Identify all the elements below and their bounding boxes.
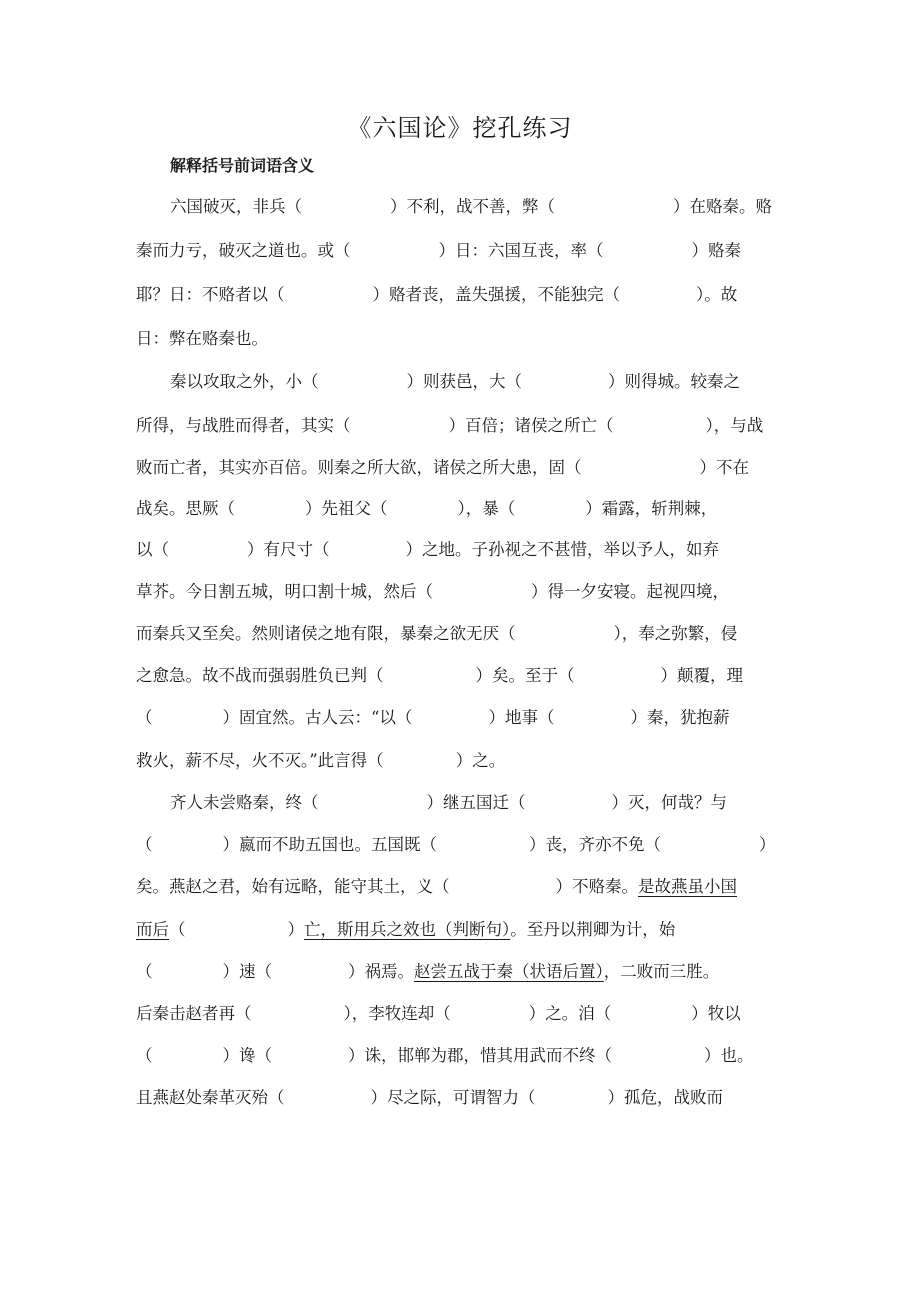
page-title: 《六国论》挖孔练习: [347, 114, 573, 142]
text-line: [136, 703, 796, 733]
text-segment: ）秦，犹抱薪: [630, 708, 730, 727]
text-line: [136, 957, 796, 987]
text-segment: ，二败而三胜。: [603, 962, 720, 981]
text-segment: ）嬴而不助五国也。五国既（: [222, 835, 437, 854]
text-segment: 且燕赵处秦革灭殆（: [136, 1088, 285, 1107]
text-line: [136, 830, 796, 860]
text-segment: 救火，薪不尽，火不灭。”此言得（: [136, 751, 384, 770]
text-segment: （: [136, 835, 153, 854]
text-segment: ）百倍；诸侯之所亡（: [448, 416, 614, 435]
text-segment: ）不利，战不善，弊（: [390, 197, 555, 216]
text-segment: 战矣。思厥（: [136, 499, 235, 518]
text-line: [136, 367, 830, 397]
text-segment: （: [169, 920, 186, 939]
text-segment: ），暴（: [457, 499, 516, 518]
text-line: [136, 192, 830, 222]
text-segment: ）祸焉。: [348, 962, 414, 981]
text-segment: ），奉之弥繁，侵: [613, 624, 738, 643]
underlined-segment: 是故燕虽小国: [638, 877, 737, 896]
text-line: [136, 236, 796, 266]
text-line: [136, 535, 796, 565]
text-line: [136, 577, 796, 607]
text-segment: ）灭，何哉？与: [611, 793, 727, 812]
text-segment: 而秦兵又至矣。然则诸侯之地有限，暴秦之欲无厌（: [136, 624, 516, 643]
text-segment: 六国破灭，非兵（: [170, 197, 302, 216]
text-segment: 秦而力亏，破灭之道也。或（: [136, 241, 351, 260]
text-segment: ）之。: [455, 751, 506, 770]
text-segment: 之愈急。故不战而强弱胜负已判（: [136, 666, 384, 685]
text-segment: ）有尺寸（: [247, 540, 330, 559]
text-segment: ）得一夕安寝。起视四境，: [531, 582, 729, 601]
text-segment: ）。故: [696, 285, 738, 304]
text-segment: ）则得城。较秦之: [608, 372, 740, 391]
text-segment: ）颠覆，理: [660, 666, 743, 685]
text-segment: ）诛，邯郸为郡，惜其用武而不终（: [348, 1046, 612, 1065]
text-segment: ）不在: [699, 458, 749, 477]
text-segment: 以（: [136, 540, 169, 559]
text-line: [136, 661, 796, 691]
text-segment: ）丧，齐亦不免（: [529, 835, 661, 854]
text-line: [136, 746, 796, 776]
text-segment: ）矣。至于（: [475, 666, 575, 685]
text-segment: ）霜露，斩荆棘，: [585, 499, 718, 518]
underlined-segment: 亡，斯用兵之效也（判断句）: [304, 920, 511, 939]
text-segment: ）孤危，战败而: [607, 1088, 723, 1107]
text-segment: ）之。洎（: [528, 1004, 612, 1023]
text-segment: 败而亡者，其实亦百倍。则秦之所大欲，诸侯之所大患，固（: [136, 458, 582, 477]
text-line: [136, 453, 796, 483]
underlined-segment: 而后: [136, 920, 169, 939]
text-segment: ）之地。子孙视之不甚惜，举以予人，如弃: [405, 540, 719, 559]
text-segment: ）牧以: [691, 1004, 741, 1023]
underlined-segment: 赵尝五战于秦（状语后置）: [414, 962, 604, 981]
text-line: [136, 915, 796, 945]
text-segment: ）: [287, 920, 304, 939]
text-segment: 后秦击赵者再（: [136, 1004, 252, 1023]
text-segment: ）赂者丧，盖失强援，不能独完（: [372, 285, 620, 304]
text-segment: ）速（: [222, 962, 272, 981]
text-segment: 草芥。今日割五城，明口割十城，然后（: [136, 582, 433, 601]
text-segment: ）赂秦: [691, 241, 741, 260]
text-segment: ）不赂秦。: [555, 877, 638, 896]
text-line: [136, 1041, 796, 1071]
text-segment: ）继五国迁（: [426, 793, 526, 812]
text-line: [136, 280, 796, 310]
text-segment: 秦以攻取之外，小（: [170, 372, 319, 391]
text-segment: ）先祖父（: [305, 499, 388, 518]
text-segment: 所得，与战胜而得者，其实（: [136, 416, 351, 435]
text-segment: ）则获邑，大（: [406, 372, 522, 391]
text-segment: 齐人未尝赂秦，终（: [170, 793, 319, 812]
text-segment: 。至丹以荆卿为计，始: [510, 920, 676, 939]
text-segment: ）也。: [704, 1046, 754, 1065]
text-segment: ），李牧连却（: [343, 1004, 451, 1023]
text-segment: （: [136, 708, 153, 727]
text-segment: ）地事（: [488, 708, 555, 727]
text-line: [136, 411, 796, 441]
text-segment: 矣。燕赵之君，始有远略，能守其土，义（: [136, 877, 450, 896]
text-segment: （: [136, 962, 153, 981]
text-segment: 耶？日：不赂者以（: [136, 285, 285, 304]
text-line: [136, 619, 796, 649]
text-segment: ）: [759, 835, 776, 854]
text-line: [136, 324, 796, 354]
section-heading: 解释括号前词语含义: [170, 156, 315, 175]
text-segment: ）固宜然。古人云：“以（: [222, 708, 413, 727]
text-line: [136, 872, 796, 902]
text-segment: ）谗（: [222, 1046, 272, 1065]
text-segment: ）尽之际，可谓智力（: [370, 1088, 536, 1107]
text-line: [136, 1083, 796, 1113]
text-segment: 日：弊在赂秦也。: [136, 329, 268, 348]
text-segment: ），与战: [705, 416, 764, 435]
text-segment: （: [136, 1046, 153, 1065]
text-line: [136, 788, 830, 818]
text-line: [136, 999, 796, 1029]
text-segment: ）在赂秦。赂: [673, 197, 772, 216]
text-line: [136, 494, 796, 524]
text-segment: ）日：六国互丧，率（: [438, 241, 604, 260]
